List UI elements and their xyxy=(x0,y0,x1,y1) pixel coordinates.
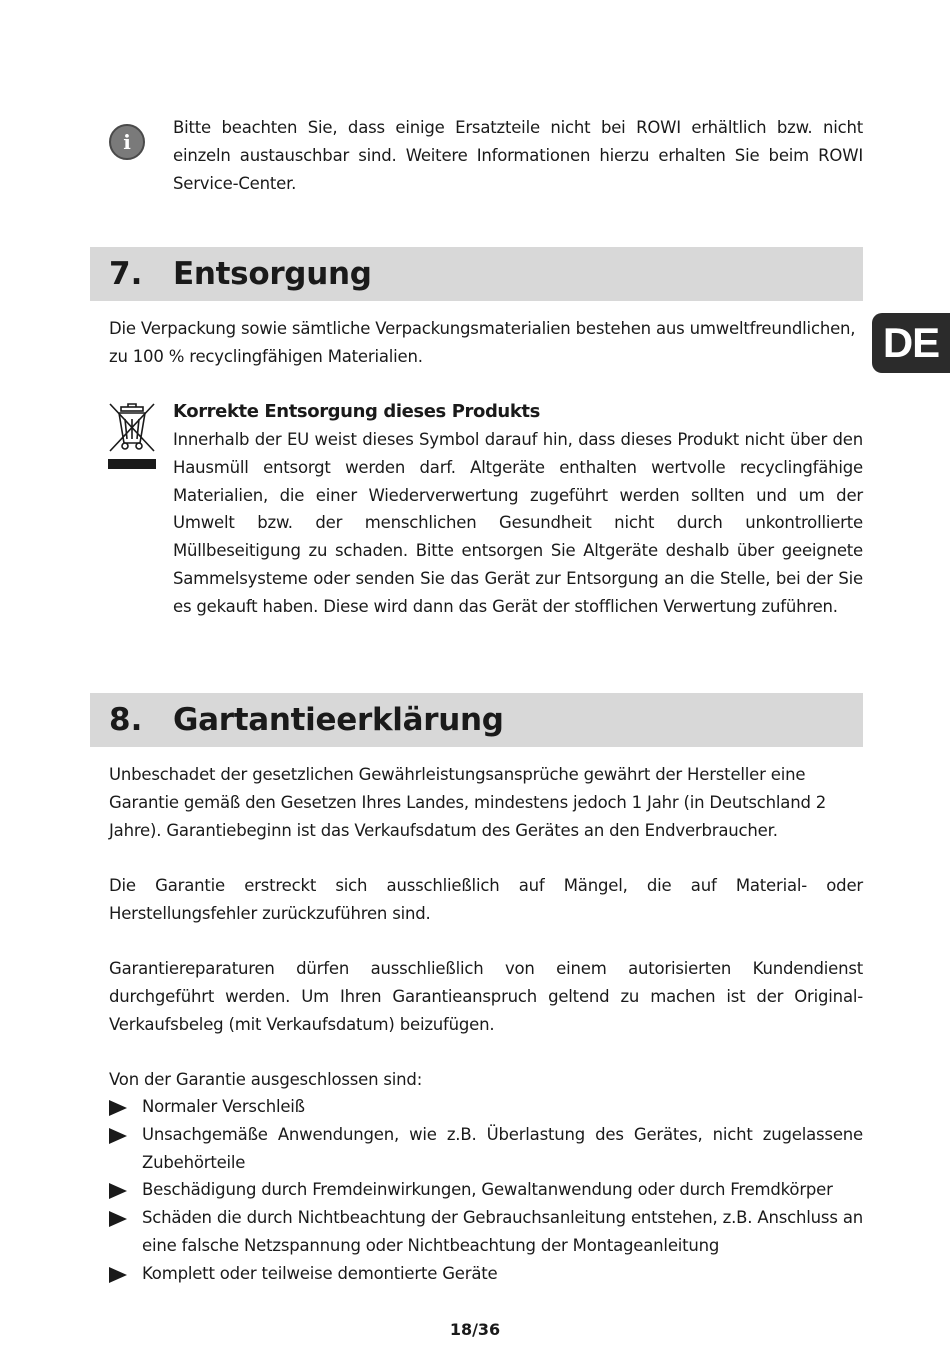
arrow-bullet-icon xyxy=(109,1211,127,1227)
warranty-paragraph: Unbeschadet der gesetzlichen Gewährleistungsansprüche gewährt der Hersteller eine Garantie gemäß den Gesetzen Ihres Landes, mindestens jedoch 1 Jahr (in Deutschland 2 Jahre). Garantiebeginn ist das Verkaufsdatum des Gerätes an den Endverbraucher. xyxy=(109,765,827,840)
section-title: Entsorgung xyxy=(173,256,372,292)
arrow-bullet-icon xyxy=(109,1267,127,1283)
warranty-paragraph: Die Garantie erstreckt sich ausschließlich auf Mängel, die auf Material- oder Herstellungsfehler zurückzuführen sind. xyxy=(109,876,863,923)
disposal-paragraph: Innerhalb der EU weist dieses Symbol darauf hin, dass dieses Produkt nicht über den Hausmüll entsorgt werden darf. Altgeräte enthalten wertvolle recyclingfähige Materialien, die einer Wiederverwertung zugeführt werden sollten und um der Umwelt bzw. der menschlichen Gesundheit nicht durch unkontrollierte Müllbeseitigung zu schaden. Bitte entsorgen Sie Altgeräte deshalb über geeignete Sammelsysteme oder senden Sie das Gerät zur Entsorgung an die Stelle, bei der Sie es gekauft haben. Diese wird dann das Gerät der stofflichen Verwertung zuführen. xyxy=(173,430,863,616)
page-number: 18/36 xyxy=(449,1320,501,1339)
list-item: Beschädigung durch Fremdeinwirkungen, Gewaltanwendung oder durch Fremdkörper xyxy=(109,1176,863,1204)
language-tab: DE xyxy=(872,313,950,373)
exclusions-list xyxy=(109,1093,863,1288)
disposal-subtitle: Korrekte Entsorgung dieses Produkts xyxy=(173,401,540,422)
spare-parts-note: Bitte beachten Sie, dass einige Ersatzteile nicht bei ROWI erhältlich bzw. nicht einzeln austauschbar sind. Weitere Informationen hierzu erhalten Sie beim ROWI Service-Center. xyxy=(173,118,863,193)
section-number: 7. xyxy=(109,256,143,292)
list-item: Komplett oder teilweise demontierte Geräte xyxy=(109,1260,863,1288)
warranty-paragraph: Garantiereparaturen dürfen ausschließlich von einem autorisierten Kundendienst durchgeführt werden. Um Ihren Garantieanspruch geltend zu machen ist der Original-Verkaufsbeleg (mit Verkaufsdatum) beizufügen. xyxy=(109,959,863,1034)
list-item: Schäden die durch Nichtbeachtung der Gebrauchsanleitung entstehen, z.B. Anschluss an eine falsche Netzspannung oder Nichtbeachtung der Montageanleitung xyxy=(109,1204,863,1260)
arrow-bullet-icon xyxy=(109,1183,127,1199)
arrow-bullet-icon xyxy=(109,1100,127,1116)
list-item: Normaler Verschleiß xyxy=(109,1093,863,1121)
section-8-heading xyxy=(90,693,863,747)
crossed-out-wheelie-bin-icon xyxy=(108,401,156,471)
section-number: 8. xyxy=(109,702,143,738)
arrow-bullet-icon xyxy=(109,1128,127,1144)
section-7-heading xyxy=(90,247,863,301)
list-item: Unsachgemäße Anwendungen, wie z.B. Überlastung des Gerätes, nicht zugelassene Zubehörteile xyxy=(109,1121,863,1177)
packaging-paragraph: Die Verpackung sowie sämtliche Verpackungsmaterialien bestehen aus umweltfreundlichen, zu 100 % recyclingfähigen Materialien. xyxy=(109,319,856,366)
exclusions-intro: Von der Garantie ausgeschlossen sind: xyxy=(109,1070,423,1089)
info-icon: i xyxy=(109,124,145,160)
section-title: Gartantieerklärung xyxy=(173,702,504,738)
